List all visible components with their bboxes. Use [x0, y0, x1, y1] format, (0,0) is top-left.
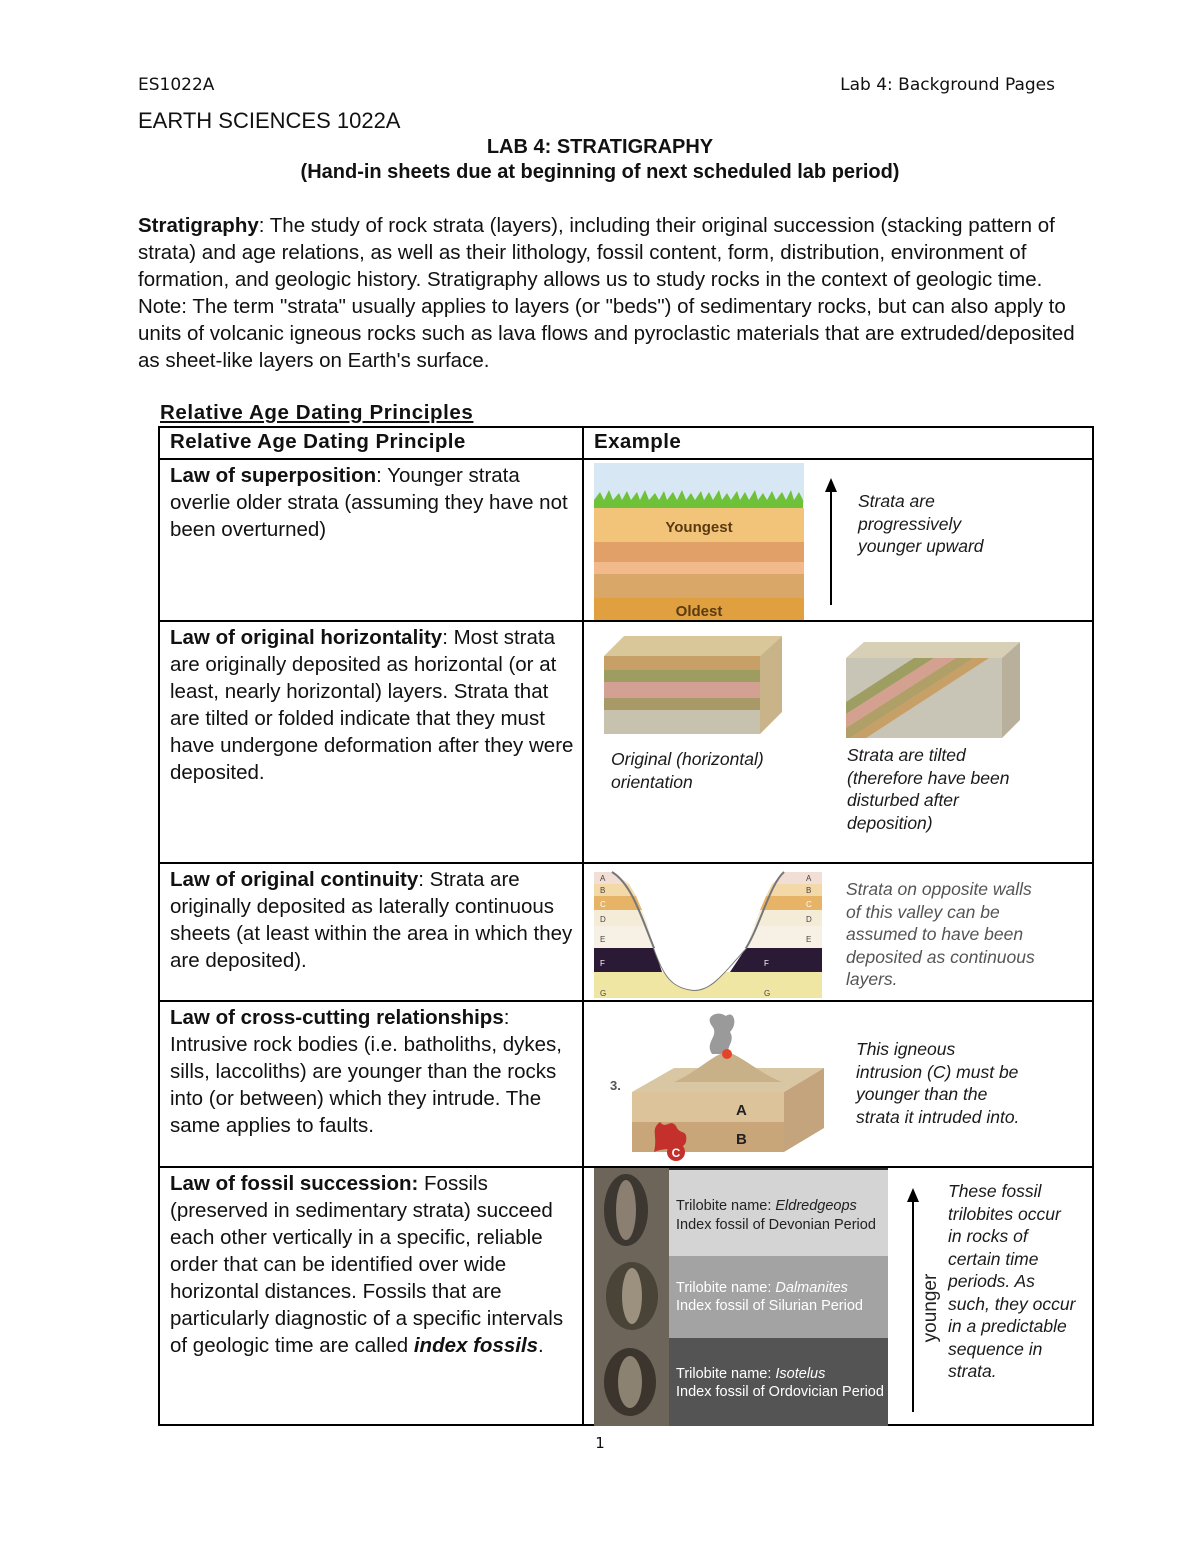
- fossil-period: Index fossil of Devonian Period: [676, 1217, 876, 1233]
- up-arrow-icon: [907, 1188, 919, 1202]
- example-cell: [583, 1001, 1093, 1167]
- table-row: [159, 459, 1093, 621]
- layer-letter: C: [806, 900, 812, 909]
- col-header-example: Example: [583, 427, 1093, 459]
- principle-text: Law of original horizontality: Most strata are originally deposited as horizontal (or at least, nearly horizontal) layers. Strata that are tilted or folded indicate that they must have undergone deformation after they were deposited.: [170, 626, 574, 784]
- superposition-caption: Strata are progressively younger upward: [858, 491, 984, 556]
- lab-subtitle: (Hand-in sheets due at beginning of next scheduled lab period): [300, 161, 900, 183]
- header-left: ES1022A: [138, 75, 215, 95]
- table-row: [159, 1001, 1093, 1167]
- label-a: A: [736, 1102, 747, 1119]
- label-c: C: [671, 1146, 681, 1160]
- principle-text: Law of original continuity: Strata are originally deposited as laterally continuous sheets (at least within the area in which they are deposited).: [170, 868, 573, 972]
- layer-letter: B: [600, 886, 606, 895]
- term: Stratigraphy: [138, 214, 259, 237]
- layer-letter: E: [806, 935, 812, 944]
- fossil-name: Trilobite name: Dalmanites: [676, 1280, 848, 1296]
- layer-letter: A: [806, 874, 812, 883]
- header-right: Lab 4: Background Pages: [840, 75, 1055, 95]
- course-title: EARTH SCIENCES 1022A: [138, 108, 401, 133]
- table-row: [159, 621, 1093, 863]
- table-row: [159, 863, 1093, 1001]
- layer-letter: B: [806, 886, 812, 895]
- fossil-name: Trilobite name: Isotelus: [676, 1366, 826, 1382]
- definition: Stratigraphy: The study of rock strata (layers), including their original succession (stacking pattern of strata) and age relations, as well as their lithology, fossil content, form, distribution, environment of formation, and geologic history. Stratigraphy allows us to study rocks in the context of geologic time.: [138, 214, 1055, 291]
- example-cell: [583, 1167, 1093, 1425]
- principle-text: Law of superposition: Younger strata overlie older strata (assuming they have not been overturned): [170, 464, 568, 541]
- layer-letter: E: [600, 935, 606, 944]
- section-heading: Relative Age Dating Principles: [160, 401, 474, 424]
- layer-letter: F: [600, 959, 605, 968]
- note: Note: The term "strata" usually applies to layers (or "beds") of sedimentary rocks, but can also apply to units of volcanic igneous rocks such as lava flows and pyroclastic materials that are extruded/deposited as sheet-like layers on Earth's surface.: [138, 295, 1075, 372]
- layer-letter: D: [806, 915, 812, 924]
- intro-paragraph: [138, 212, 1088, 374]
- example-cell: [583, 621, 1093, 863]
- figure-number: 3.: [610, 1078, 621, 1093]
- table-header-row: [159, 427, 1093, 459]
- youngest-label: Youngest: [665, 519, 733, 536]
- layer-letter: G: [600, 989, 607, 998]
- col-header-principle: Relative Age Dating Principle: [159, 427, 583, 459]
- label-b: B: [736, 1131, 747, 1148]
- layer-letter: D: [600, 915, 606, 924]
- table-row: [159, 1167, 1093, 1425]
- fossil-caption: These fossil trilobites occur in rocks of certain time periods. As such, they occur in a predictable sequence in strata.: [948, 1181, 1076, 1381]
- layer-letter: G: [764, 989, 771, 998]
- horizontal-caption: Original (horizontal) orientation: [611, 749, 764, 792]
- principle-text: Law of fossil succession: Fossils (preserved in sedimentary strata) succeed each other vertically in a specific, reliable order that can be identified over wide horizontal distances. Fossils that are particularly diagnostic of a specific intervals of geologic time are called index fossils.: [170, 1172, 564, 1357]
- fossil-period: Index fossil of Silurian Period: [676, 1298, 863, 1314]
- layer-letter: A: [600, 874, 606, 883]
- principle-text: Law of cross-cutting relationships: Intrusive rock bodies (i.e. batholiths, dykes, sills, laccoliths) are younger than the rocks into (or between) which they intrude. The same applies to faults.: [170, 1006, 562, 1137]
- oldest-label: Oldest: [675, 603, 723, 620]
- example-cell: [583, 863, 1093, 1001]
- horizontality-figure: [584, 622, 1094, 742]
- principles-table: [158, 426, 1094, 1426]
- fossil-period: Index fossil of Ordovician Period: [676, 1384, 884, 1400]
- tilted-caption: Strata are tilted (therefore have been disturbed after deposition): [847, 745, 1010, 833]
- cross-cutting-caption: This igneous intrusion (C) must be younger than the strata it intruded into.: [856, 1039, 1020, 1127]
- younger-label: younger: [920, 1273, 941, 1343]
- layer-letter: C: [600, 900, 606, 909]
- continuity-caption: Strata on opposite walls of this valley can be assumed to have been deposited as continuous layers.: [846, 879, 1035, 989]
- fossil-name: Trilobite name: Eldredgeops: [676, 1198, 857, 1214]
- up-arrow-icon: [825, 478, 837, 492]
- layer-letter: F: [764, 959, 769, 968]
- example-cell: [583, 459, 1093, 621]
- page-number: 1: [595, 1434, 605, 1452]
- lab-title: LAB 4: STRATIGRAPHY: [486, 136, 714, 158]
